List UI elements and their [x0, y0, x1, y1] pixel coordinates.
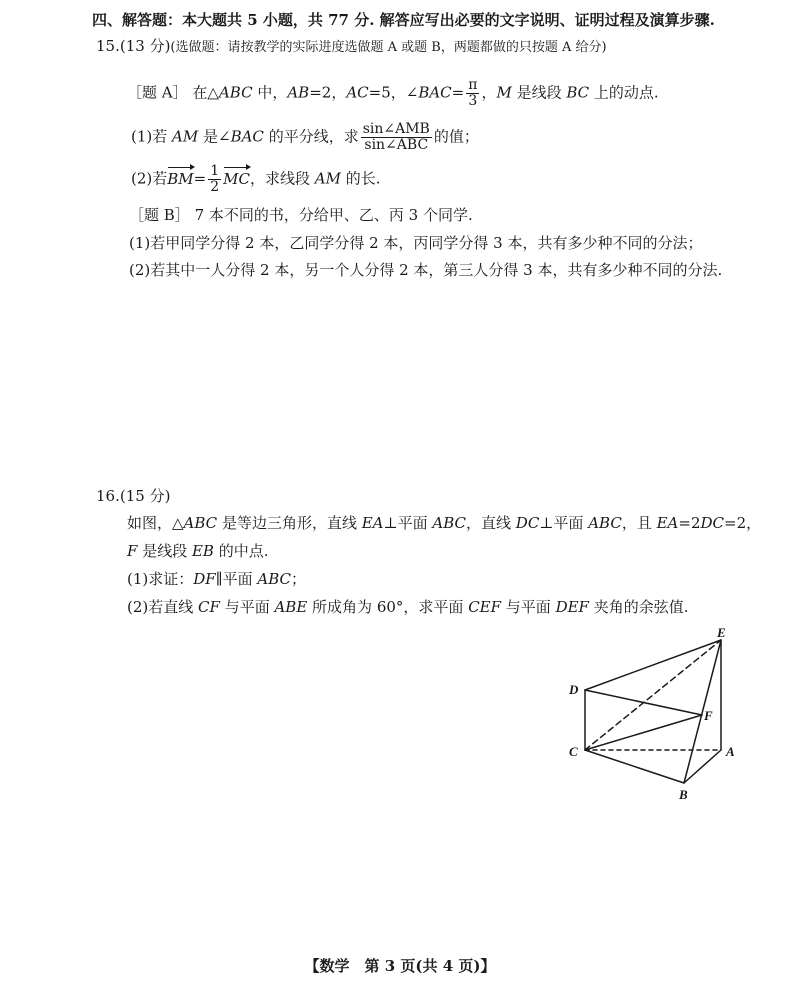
label-D: D	[569, 682, 579, 697]
label-B: B	[679, 787, 688, 802]
q15a-intro: ［题 A］ 在△ABC 中，AB=2，AC=5，∠BAC= $\frac{\pi}{3}$ ，M 是线段 BC 上的动点.	[127, 77, 659, 109]
section-header: 四、解答题：本大题共 5 小题，共 77 分. 解答应写出必要的文字说明、证明过程及演算步骤.	[92, 11, 715, 29]
q16-line1: 如图，△ABC 是等边三角形，直线 EA⊥平面 ABC，直线 DC⊥平面 ABC，且 EA=2DC=2，	[127, 514, 762, 532]
one-half-fraction: $\frac{1}{2}$	[210, 163, 220, 195]
q15b-part2: (2)若其中一人分得 2 本，另一个人分得 2 本，第三人分得 3 本，共有多少种不同的分法.	[129, 261, 723, 279]
q15a-tag: ［题 A］	[127, 83, 188, 102]
q16-line2: F 是线段 EB 的中点.	[127, 542, 269, 560]
q16-points: (15 分)	[119, 487, 171, 505]
edge-DE	[585, 640, 721, 690]
q15a-part2: (2)若BM= $\frac{1}{2}$ MC，求线段 AM 的长.	[131, 163, 381, 195]
q15-points: (13 分)	[119, 37, 171, 55]
q16-header	[96, 486, 170, 506]
pi-over-3-fraction: $\frac{\pi}{3}$	[468, 77, 478, 109]
edge-CB	[585, 750, 684, 783]
vector-bm: BM	[167, 169, 194, 188]
q15b-part1: (1)若甲同学分得 2 本，乙同学分得 2 本，丙同学分得 3 本，共有多少种不同的分法；	[129, 234, 703, 252]
label-E: E	[717, 626, 726, 640]
edge-EB	[684, 640, 721, 783]
q15b-intro: ［题 B］ 7 本不同的书，分给甲、乙、丙 3 个同学.	[129, 206, 473, 224]
q15a-part1: (1)若 AM 是∠BAC 的平分线，求 $\frac{\text{sin∠AMB}}{\text{sin∠ABC}}$ 的值；	[131, 121, 479, 153]
q15-note: (选做题：请按教学的实际进度选做题 A 或题 B，两题都做的只按题 A 给分)	[170, 40, 607, 55]
label-C: C	[569, 744, 578, 759]
geometry-figure	[566, 626, 746, 806]
edge-CF	[585, 715, 702, 750]
q16-part2: (2)若直线 CF 与平面 ABE 所成角为 60°，求平面 CEF 与平面 DEF 夹角的余弦值.	[127, 598, 689, 616]
vector-mc: MC	[223, 169, 250, 188]
label-F: F	[704, 708, 713, 723]
page-footer: 【数学 第 3 页(共 4 页)】	[304, 957, 496, 975]
q15-header	[96, 36, 607, 58]
sin-ratio-fraction: $\frac{\text{sin∠AMB}}{\text{sin∠ABC}}$	[362, 121, 430, 153]
q15-number: 15.	[96, 37, 120, 55]
edge-AB	[684, 750, 721, 783]
q16-part1: (1)求证：DF∥平面 ABC；	[127, 570, 307, 588]
q16-number: 16.	[96, 487, 120, 505]
q15b-tag: ［题 B］	[129, 206, 190, 224]
label-A: A	[726, 744, 735, 759]
